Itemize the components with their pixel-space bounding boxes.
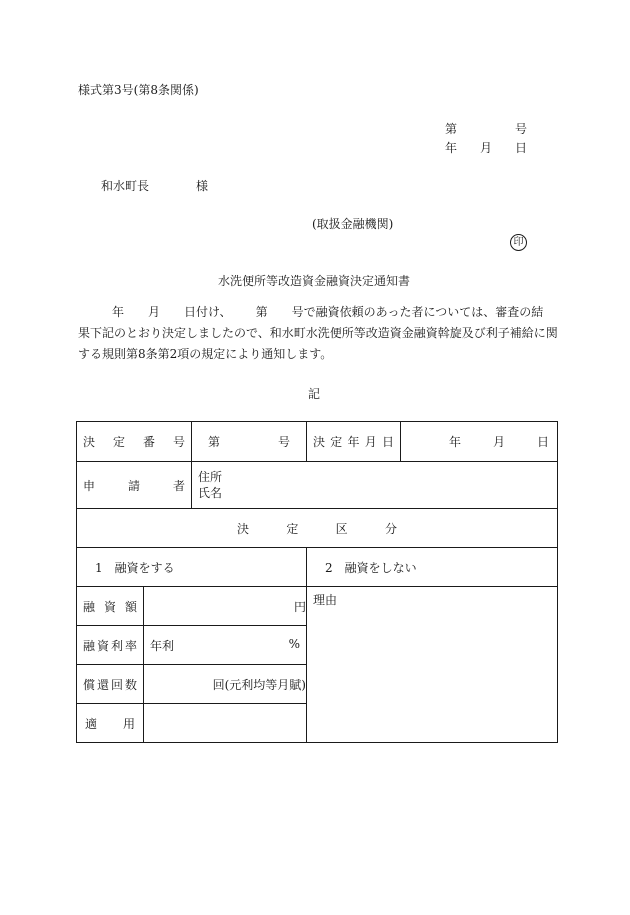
row-category-options [77,548,558,587]
body-line-1 [78,302,553,323]
name-label: 氏名 [198,486,223,500]
decision-date-label: 決 定 年 月 日 [307,422,401,462]
body-day: 日付け、 [184,305,232,319]
address-label: 住所 [198,470,223,484]
body-line-3: する規則第8条第2項の規定により通知します。 [78,347,333,361]
decision-number-value[interactable]: 第 号 [192,422,307,462]
doc-number-suffix: 号 [515,122,528,136]
row-loan-amount [77,587,558,626]
body-line-2: 果下記のとおり決定しましたので、和水町水洗便所等改造資金融資斡旋及び利子補給に関 [78,326,558,340]
body-year: 年 [112,305,125,319]
category-label: 決 定 区 分 [77,509,558,548]
date-month: 月 [480,141,493,155]
sender-label: (取扱金融機関) [312,217,394,231]
date-year: 年 [445,141,458,155]
ki-label: 記 [308,387,321,401]
option-approve[interactable]: 1 融資をする [77,548,307,587]
repayment-label: 償 還 回 数 [77,665,144,704]
row-applicant [77,462,558,509]
decision-number-label: 決 定 番 号 [77,422,192,462]
applicant-fields[interactable] [192,462,558,509]
doc-number-prefix: 第 [445,122,458,136]
body-month: 月 [148,305,161,319]
row-category-header [77,509,558,548]
remarks-value[interactable] [144,704,307,743]
remarks-label: 適 用 [77,704,144,743]
interest-rate-label: 融 資 利 率 [77,626,144,665]
document-title: 水洗便所等改造資金融資決定通知書 [218,274,411,288]
row-decision-number [77,422,558,462]
form-number: 様式第3号(第8条関係) [78,83,199,97]
addressee-name: 和水町長 [101,179,150,193]
interest-rate-value[interactable]: 年利 % [144,626,307,665]
reason-field[interactable]: 理由 [307,587,558,743]
repayment-value[interactable]: 回(元利均等月賦) [144,665,307,704]
body-line1-rest: 号で融資依頼のあった者については、審査の結 [291,305,544,319]
decision-table [76,421,558,743]
decision-date-value[interactable]: 年 月 日 [401,422,558,462]
applicant-label: 申 請 者 [77,462,192,509]
loan-amount-value[interactable]: 円 [144,587,307,626]
addressee-honorific: 様 [196,179,209,193]
loan-amount-label: 融 資 額 [77,587,144,626]
body-no-prefix: 第 [255,305,268,319]
body-paragraph [78,302,558,365]
date-day: 日 [515,141,528,155]
seal-mark: 印 [510,234,527,251]
option-reject[interactable]: 2 融資をしない [307,548,558,587]
